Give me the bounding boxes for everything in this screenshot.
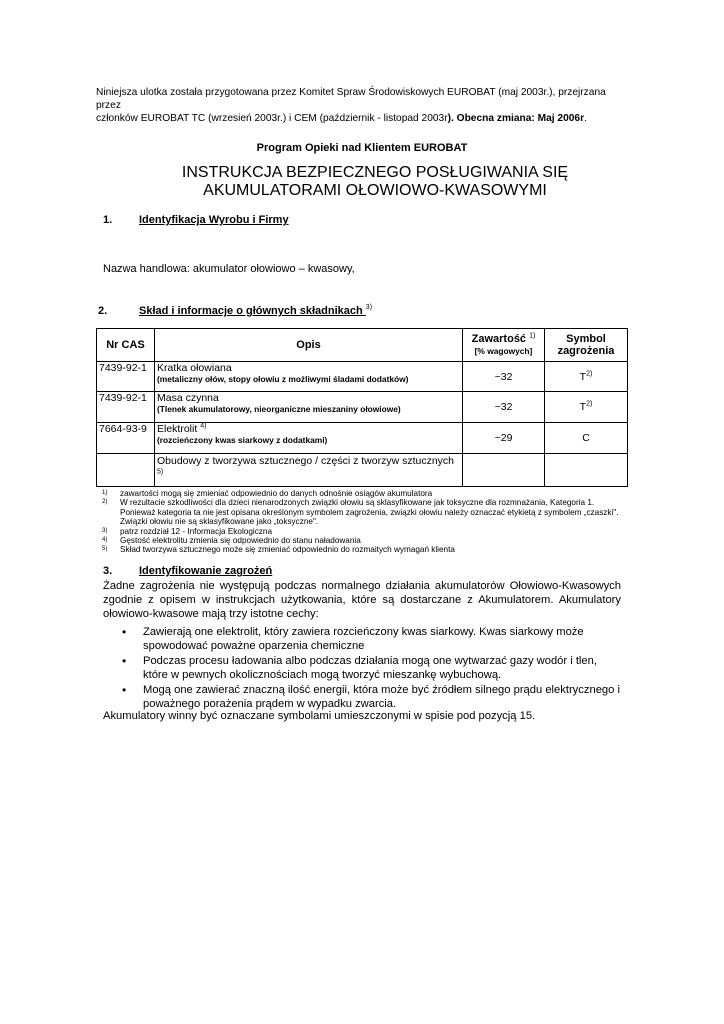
section-2-heading: 2. Skład i informacje o głównych składnikach $^{3)}$ bbox=[98, 304, 373, 317]
list-item-text: Mogą one zawierać znaczną ilość energii, która może być źródłem silnego prądu elektrycznego i poważnego porażenia prądem w wypadku zwarcia. bbox=[143, 684, 620, 710]
footnote-text: Skład tworzywa sztucznego może się zmieniać odpowiednio do rozmaitych wymagań klienta bbox=[120, 545, 455, 555]
section-1-heading bbox=[103, 214, 289, 226]
header-content bbox=[463, 329, 545, 362]
footnote-number: 4) bbox=[102, 537, 108, 544]
cell-symbol-sup: 2) bbox=[586, 370, 593, 377]
list-item-text: Zawierają one elektrolit, który zawiera rozcieńczony kwas siarkowy. Kwas siarkowy może spowodować poważne oparzenia chemiczne bbox=[143, 626, 584, 652]
header-content-sup: 1) bbox=[529, 332, 536, 340]
list-item bbox=[103, 655, 623, 682]
header-content-label: Zawartość bbox=[471, 333, 527, 345]
cell-cas: 7439-92-1 bbox=[97, 362, 155, 392]
footnote bbox=[102, 489, 622, 498]
intro-line-2 bbox=[96, 112, 626, 125]
cell-symbol-sup: 2) bbox=[586, 400, 593, 408]
cell-content bbox=[463, 454, 545, 487]
section-2-title: Skład i informacje o głównych składnikach bbox=[139, 305, 363, 317]
bullet-icon: • bbox=[122, 683, 127, 697]
intro-line-2-text: członków EUROBAT TC (wrzesień 2003r.) i CEM (październik - listopad 2003r bbox=[96, 113, 448, 124]
footnote-text: W rezultacie szkodliwości dla dzieci nienarodzonych związki ołowiu są sklasyfikowane jak toksyczne dla rozmnażania, Kategoria 1. Ponieważ kategoria ta nie jest opisana określonym symbolem zagrożenia, związki ołowiu należy oznaczać etykietą z symbolem „czaszki". Związki ołowiu nie są sklasyfikowane jako „toksyczne". bbox=[120, 498, 619, 527]
header-symbol-line-2: zagrożenia bbox=[557, 345, 615, 357]
bullet-icon: • bbox=[122, 625, 127, 639]
cell-cas: 7439-92-1 bbox=[97, 392, 155, 423]
cell-content: ~32 bbox=[463, 362, 545, 392]
table-row bbox=[97, 423, 628, 454]
list-item bbox=[103, 626, 623, 653]
section-1-number: 1. bbox=[103, 214, 113, 226]
section-3-number: 3. bbox=[103, 565, 113, 577]
cell-cas bbox=[97, 454, 155, 487]
intro-note bbox=[96, 86, 626, 125]
cell-desc bbox=[155, 454, 463, 487]
cell-desc bbox=[155, 392, 463, 423]
cell-sub: (Tlenek akumulatorowy, nieorganiczne mieszaniny ołowiowe) bbox=[157, 404, 401, 414]
cell-desc bbox=[155, 423, 463, 454]
cell-sub: (rozcieńczony kwas siarkowy z dodatkami) bbox=[157, 435, 328, 445]
section-3-closing: Akumulatory winny być oznaczane symbolami umieszczonymi w spisie pod pozycją 15. bbox=[103, 710, 536, 722]
hazard-list bbox=[103, 626, 623, 713]
table-row bbox=[97, 454, 628, 487]
footnote bbox=[102, 536, 622, 545]
program-heading: Program Opieki nad Klientem EUROBAT bbox=[256, 142, 468, 154]
cell-name: Masa czynna bbox=[157, 392, 219, 404]
section-2-number: 2. bbox=[98, 305, 108, 317]
composition-table bbox=[96, 328, 628, 487]
header-symbol bbox=[545, 329, 628, 362]
cell-name: Elektrolit bbox=[157, 423, 198, 435]
intro-line-2-end: . bbox=[584, 113, 587, 124]
title-line-2: AKUMULATORAMI OŁOWIOWO-KWASOWYMI bbox=[203, 182, 547, 199]
table-footnotes bbox=[102, 489, 622, 555]
footnote-number: 5) bbox=[102, 546, 108, 553]
section-1-title: Identyfikacja Wyrobu i Firmy bbox=[139, 214, 289, 226]
section-3-title: Identyfikowanie zagrożeń bbox=[139, 565, 273, 577]
cell-name-sup: 4) bbox=[200, 422, 207, 430]
cell-name: Kratka ołowiana bbox=[157, 362, 232, 374]
footnote bbox=[102, 527, 622, 536]
cell-name: Obudowy z tworzywa sztucznego / części z tworzyw sztucznych bbox=[157, 455, 455, 467]
title-line-1: INSTRUKCJA BEZPIECZNEGO POSŁUGIWANIA SIĘ bbox=[181, 164, 569, 181]
trade-name: Nazwa handlowa: akumulator ołowiowo – kwasowy, bbox=[103, 263, 355, 275]
bullet-icon: • bbox=[122, 654, 127, 668]
cell-symbol-value: C bbox=[582, 432, 590, 444]
cell-symbol-value: T bbox=[579, 370, 587, 383]
header-symbol-line-1: Symbol bbox=[566, 333, 606, 345]
cell-symbol bbox=[545, 362, 628, 392]
section-3-paragraph: Żadne zagrożenia nie występują podczas normalnego działania akumulatorów Ołowiowo-Kwasowych zgodnie z opisem w instrukcjach użytkowania, które są dostarczane z Akumulatorem. Akumulatory ołowiowo-kwasowe mają trzy istotne cechy: bbox=[103, 580, 621, 620]
cell-symbol-value: T bbox=[579, 401, 587, 413]
footnote bbox=[102, 545, 622, 554]
footnote-text: zawartości mogą się zmieniać odpowiednio do danych odnośnie osiągów akumulatora bbox=[120, 489, 433, 498]
cell-desc bbox=[155, 362, 463, 392]
cell-symbol bbox=[545, 423, 628, 454]
table-header-row bbox=[97, 329, 628, 362]
list-item bbox=[103, 684, 623, 711]
footnote-text: patrz rozdział 12 - Informacja Ekologiczna bbox=[120, 526, 272, 536]
cell-cas: 7664-93-9 bbox=[97, 423, 155, 454]
cell-symbol bbox=[545, 392, 628, 423]
header-cas: Nr CAS bbox=[97, 329, 155, 362]
cell-content: ~29 bbox=[463, 423, 545, 454]
footnote-number: 2) bbox=[102, 499, 108, 506]
footnote-number: 1) bbox=[102, 490, 108, 496]
section-3-heading bbox=[103, 565, 272, 577]
table-row bbox=[97, 392, 628, 423]
intro-line-1: Niniejsza ulotka została przygotowana przez Komitet Spraw Środowiskowych EUROBAT (maj 2003r.), przejrzana przez bbox=[96, 87, 606, 111]
cell-sub: (metaliczny ołów, stopy ołowiu z możliwymi śladami dodatków) bbox=[157, 374, 409, 384]
intro-current-revision: ). Obecna zmiana: Maj 2006r bbox=[447, 113, 585, 124]
table-row bbox=[97, 362, 628, 392]
document-title bbox=[0, 164, 724, 200]
header-desc: Opis bbox=[155, 329, 463, 362]
list-item-text: Podczas procesu ładowania albo podczas działania mogą one wytwarzać gazy wodór i tlen, które w pewnych okolicznościach mogą tworzyć mieszankę wybuchową. bbox=[143, 655, 597, 681]
header-content-unit: [% wagowych] bbox=[474, 346, 533, 356]
cell-symbol bbox=[545, 454, 628, 487]
cell-name-sup: 5) bbox=[157, 468, 164, 476]
footnote-number: 3) bbox=[102, 527, 108, 534]
footnote bbox=[102, 498, 622, 526]
footnote-text: Gęstość elektrolitu zmienia się odpowiednio do stanu naładowania bbox=[120, 536, 361, 546]
cell-content: ~32 bbox=[463, 392, 545, 423]
